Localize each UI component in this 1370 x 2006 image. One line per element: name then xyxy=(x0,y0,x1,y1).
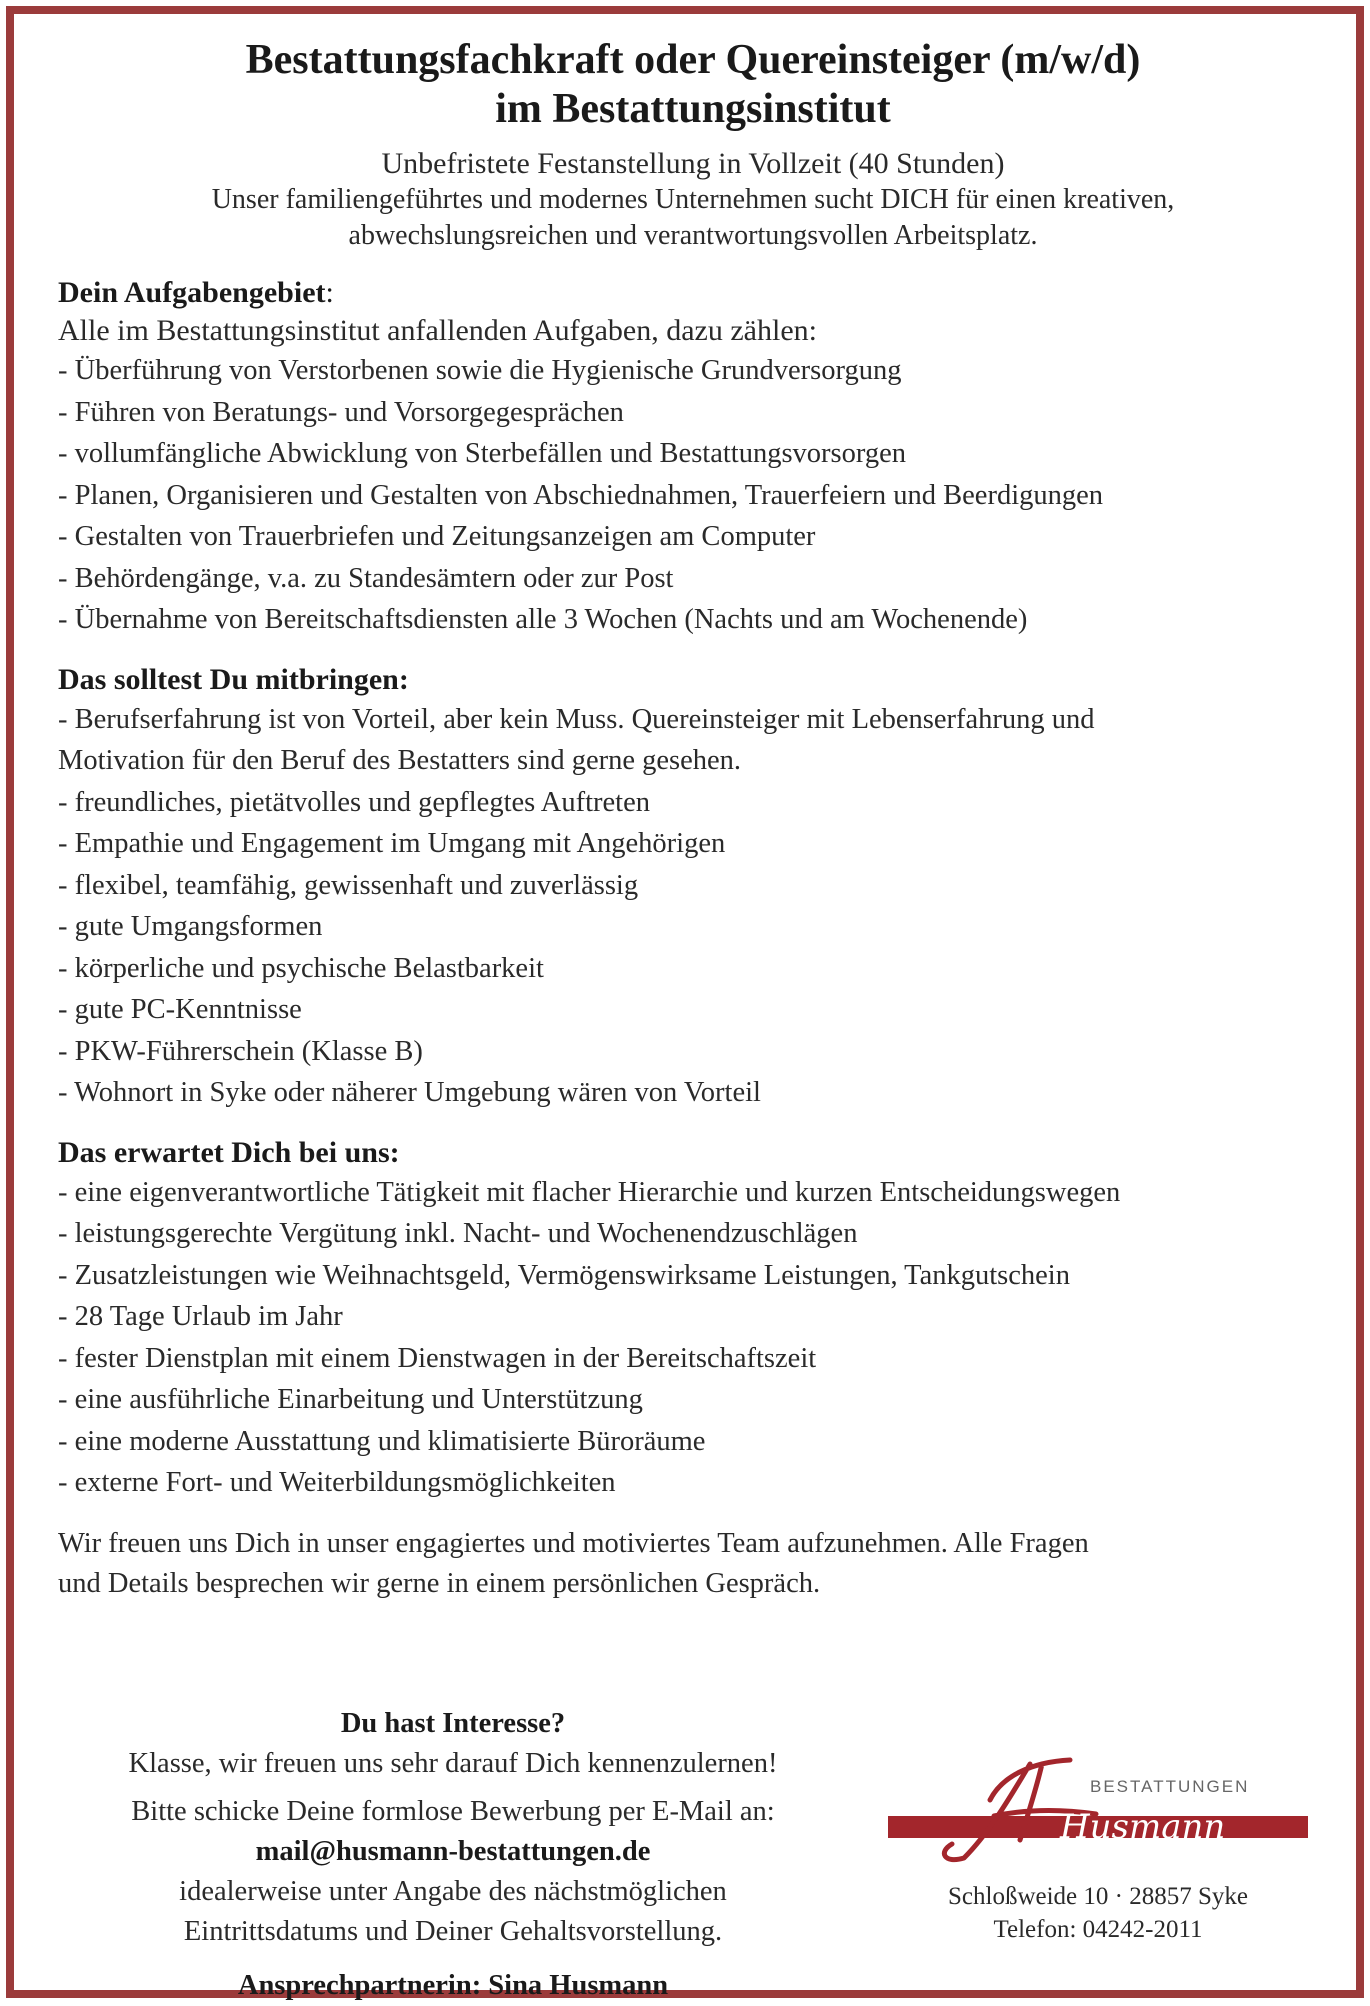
list-item: - Übernahme von Bereitschaftsdiensten alle 3 Wochen (Nachts und am Wochenende) xyxy=(58,604,1028,635)
list-item: - flexibel, teamfähig, gewissenhaft und zuverlässig xyxy=(58,869,639,901)
company-address xyxy=(882,1880,1314,1946)
bottom-area xyxy=(58,1676,1328,2006)
offers-section xyxy=(58,1134,1328,1504)
closing-line-1: Wir freuen uns Dich in unser engagiertes und motiviertes Team aufzunehmen. Alle Fragen xyxy=(58,1527,1089,1559)
list-item: - Gestalten von Trauerbriefen und Zeitungsanzeigen am Computer xyxy=(58,521,816,552)
logo-tagline: BESTATTUNGEN xyxy=(1090,1777,1250,1796)
list-item: - leistungsgerechte Vergütung inkl. Nacht- und Wochenendzuschlägen xyxy=(58,1218,858,1249)
list-item: - PKW-Führerschein (Klasse B) xyxy=(58,1035,423,1067)
title-line-2: im Bestattungsinstitut xyxy=(495,86,891,132)
page-frame xyxy=(6,6,1364,2001)
intro-line-2: abwechslungsreichen und verantwortungsvollen Arbeitsplatz. xyxy=(348,220,1038,251)
list-item: - eine moderne Ausstattung und klimatisierte Büroräume xyxy=(58,1425,706,1457)
list-item: - gute PC-Kenntnisse xyxy=(58,994,302,1025)
list-item: - Empathie und Engagement im Umgang mit Angehörigen xyxy=(58,828,726,859)
tasks-lead: Alle im Bestattungsinstitut anfallenden Aufgaben, dazu zählen: xyxy=(58,314,817,347)
tasks-heading-text: Dein Aufgabengebiet xyxy=(58,276,326,309)
list-item: - Führen von Beratungs- und Vorsorgegesprächen xyxy=(58,396,624,428)
email-link[interactable]: mail@husmann-bestattungen.de xyxy=(255,1836,651,1867)
list-item: - Berufserfahrung ist von Vorteil, aber kein Muss. Quereinsteiger mit Lebenserfahrung und xyxy=(58,703,1095,735)
tasks-heading-colon: : xyxy=(325,276,334,309)
address-phone: Telefon: 04242-2011 xyxy=(993,1916,1203,1943)
closing-line-2: und Details besprechen wir gerne in einem persönlichen Gespräch. xyxy=(58,1567,821,1599)
list-item: - Wohnort in Syke oder näherer Umgebung wären von Vorteil xyxy=(58,1077,761,1108)
list-item: - Überführung von Verstorbenen sowie die Hygienische Grundversorgung xyxy=(58,355,902,386)
list-item: - fester Dienstplan mit einem Dienstwagen in der Bereitschaftszeit xyxy=(58,1342,817,1374)
list-item: - körperliche und psychische Belastbarkeit xyxy=(58,952,544,984)
list-item-continuation: Motivation für den Beruf des Bestatters sind gerne gesehen. xyxy=(58,745,742,776)
logo-name: Husmann xyxy=(1060,1807,1226,1847)
intro-line-1: Unser familiengeführtes und modernes Unternehmen sucht DICH für einen kreativen, xyxy=(211,184,1175,215)
requirements-heading: Das solltest Du mitbringen: xyxy=(58,662,409,696)
tasks-section xyxy=(58,274,1328,641)
contact-line-3: idealerweise unter Angabe des nächstmöglichen xyxy=(179,1876,727,1907)
list-item: - gute Umgangsformen xyxy=(58,911,323,942)
contact-line-1: Klasse, wir freuen uns sehr darauf Dich kennenzulernen! xyxy=(128,1748,778,1779)
company-logo xyxy=(882,1754,1314,1964)
list-item: - Zusatzleistungen wie Weihnachtsgeld, Vermögenswirksame Leistungen, Tankgutschein xyxy=(58,1259,1070,1291)
list-item: - externe Fort- und Weiterbildungsmöglichkeiten xyxy=(58,1467,616,1498)
logo-graphic xyxy=(882,1754,1314,1874)
list-item: - freundliches, pietätvolles und gepflegtes Auftreten xyxy=(58,786,650,818)
list-item: - Planen, Organisieren und Gestalten von Abschiednahmen, Trauerfeiern und Beerdigungen xyxy=(58,479,1104,511)
address-street: Schloßweide 10 · 28857 Syke xyxy=(948,1883,1248,1910)
offers-heading: Das erwartet Dich bei uns: xyxy=(58,1135,400,1169)
title-line-1: Bestattungsfachkraft oder Quereinsteiger (m/w/d) xyxy=(245,37,1141,83)
tasks-heading xyxy=(58,274,1328,312)
list-item: - vollumfängliche Abwicklung von Sterbefällen und Bestattungsvorsorgen xyxy=(58,438,906,469)
contact-person: Ansprechpartnerin: Sina Husmann xyxy=(237,1970,669,2001)
contact-line-2: Bitte schicke Deine formlose Bewerbung per E-Mail an: xyxy=(131,1796,775,1827)
contact-line-4: Eintrittsdatums und Deiner Gehaltsvorstellung. xyxy=(183,1916,723,1947)
list-item: - eine eigenverantwortliche Tätigkeit mit flacher Hierarchie und kurzen Entscheidungswegen xyxy=(58,1176,1121,1208)
interest-question: Du hast Interesse? xyxy=(340,1708,566,1739)
job-ad xyxy=(58,36,1328,1604)
contact-block xyxy=(58,1704,848,2006)
job-title xyxy=(58,36,1328,134)
spacer xyxy=(58,1784,848,1792)
requirements-section xyxy=(58,661,1328,1114)
list-item: - 28 Tage Urlaub im Jahr xyxy=(58,1301,343,1332)
list-item: - Behördengänge, v.a. zu Standesämtern oder zur Post xyxy=(58,562,674,594)
closing-paragraph xyxy=(58,1524,1328,1604)
list-item: - eine ausführliche Einarbeitung und Unterstützung xyxy=(58,1384,643,1415)
employment-type: Unbefristete Festanstellung in Vollzeit (40 Stunden) xyxy=(381,147,1005,180)
